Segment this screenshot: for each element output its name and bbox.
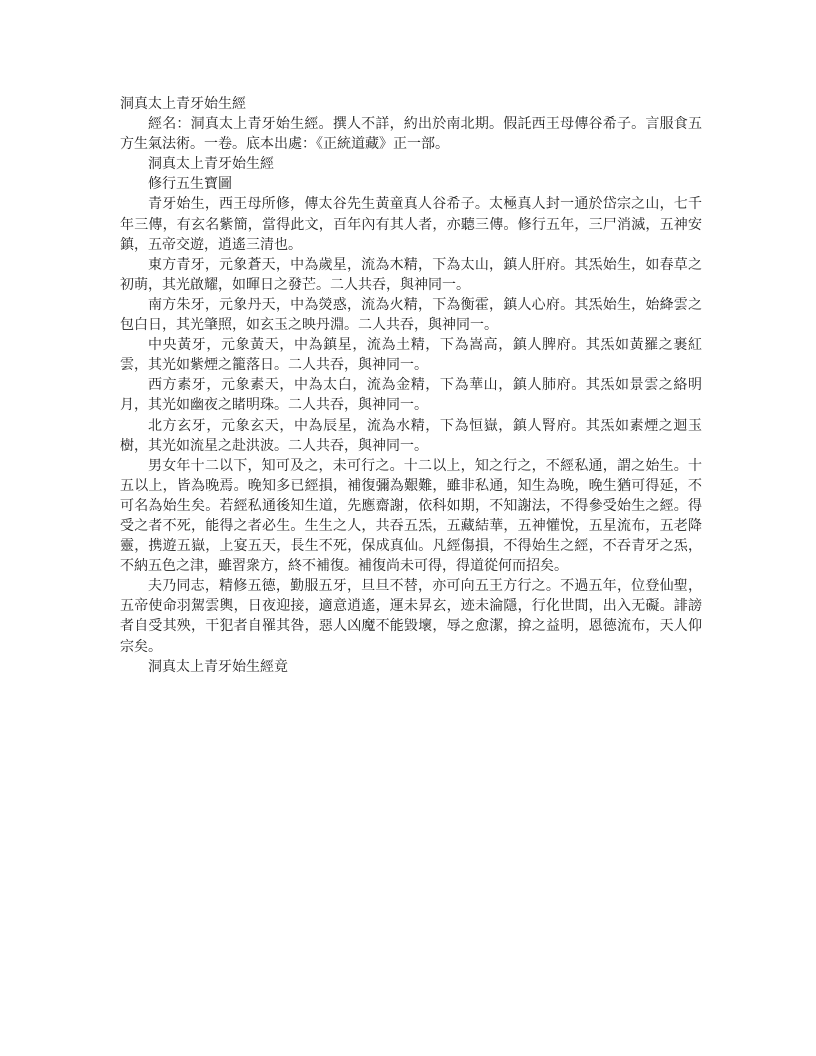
paragraph-practice: 夫乃同志，精修五德，勤服五牙，旦旦不替，亦可向五王方行之。不過五年，位登仙聖，五帝使命羽駕雲輿，日夜迎接，適意逍遙，運未昇玄，迹未淪隱，行化世間，出入无礙。誹謗者自受其殃，干犯者自罹其咎，惡人凶魔不能毀壞，辱之愈潔，揜之益明，恩德流布，天人仰宗矣。	[120, 578, 702, 655]
document-page	[120, 94, 702, 677]
paragraph-age: 男女年十二以下，知可及之，未可行之。十二以上，知之行之，不經私通，謂之始生。十五以上，皆為晚焉。晚知多已經損，補復彌為艱難，雖非私通，知生為晚，晚生猶可得延，不可名為始生矣。若經私通後知生道，先應齋謝，依科如期，不知謝法，不得參受始生之經。得受之者不死，能得之者必生。生生之人，共吞五炁，五藏結華，五神懽悅，五星流布，五老降靈，携遊五嶽，上宴五天，長生不死，保成真仙。凡經傷損，不得始生之經，不吞青牙之炁，不納五色之津，雖習衆方，終不補復。補復尚未可得，得道從何而招矣。	[120, 457, 702, 575]
scripture-description: 經名：洞真太上青牙始生經。撰人不詳，約出於南北期。假託西王母傳谷希子。言服食五方生氣法術。一卷。底本出處：《正統道藏》正一部。	[120, 116, 702, 153]
document-title: 洞真太上青牙始生經	[120, 96, 246, 112]
paragraph-north: 北方玄牙，元象玄天，中為辰星，流為水精，下為恒嶽，鎮人腎府。其炁如素煙之迴玉樹，其光如流星之赴洪波。二人共吞，與神同一。	[120, 417, 702, 454]
paragraph-east: 東方青牙，元象蒼天，中為歲星，流為木精，下為太山，鎮人肝府。其炁始生，如春草之初萌，其光啟耀，如暉日之發芒。二人共吞，與神同一。	[120, 256, 702, 293]
paragraph-intro: 青牙始生，西王母所修，傳太谷先生黃童真人谷希子。太極真人封一通於岱宗之山，七千年三傳，有玄名紫簡，當得此文，百年內有其人者，亦聽三傳。修行五年，三尸消滅，五神安鎮，五帝交遊，逍遙三清也。	[120, 196, 702, 253]
paragraph-center: 中央黃牙，元象黃天，中為鎮星，流為土精，下為嵩高，鎮人脾府。其炁如黃羅之裹紅雲，其光如紫煙之籠落日。二人共吞，與神同一。	[120, 337, 702, 374]
section-heading: 修行五生寶圖	[148, 176, 232, 193]
paragraph-south: 南方朱牙，元象丹天，中為熒惑，流為火精，下為衡霍，鎮人心府。其炁始生，始絳雲之包白日，其光肇照，如玄玉之映丹淵。二人共吞，與神同一。	[120, 296, 702, 334]
scripture-heading: 洞真太上青牙始生經	[148, 156, 274, 173]
scripture-end: 洞真太上青牙始生經竟	[148, 658, 288, 675]
paragraph-west: 西方素牙，元象素天，中為太白，流為金精，下為華山，鎮人肺府。其炁如景雲之絡明月，其光如幽夜之睹明珠。二人共吞，與神同一。	[120, 377, 702, 414]
